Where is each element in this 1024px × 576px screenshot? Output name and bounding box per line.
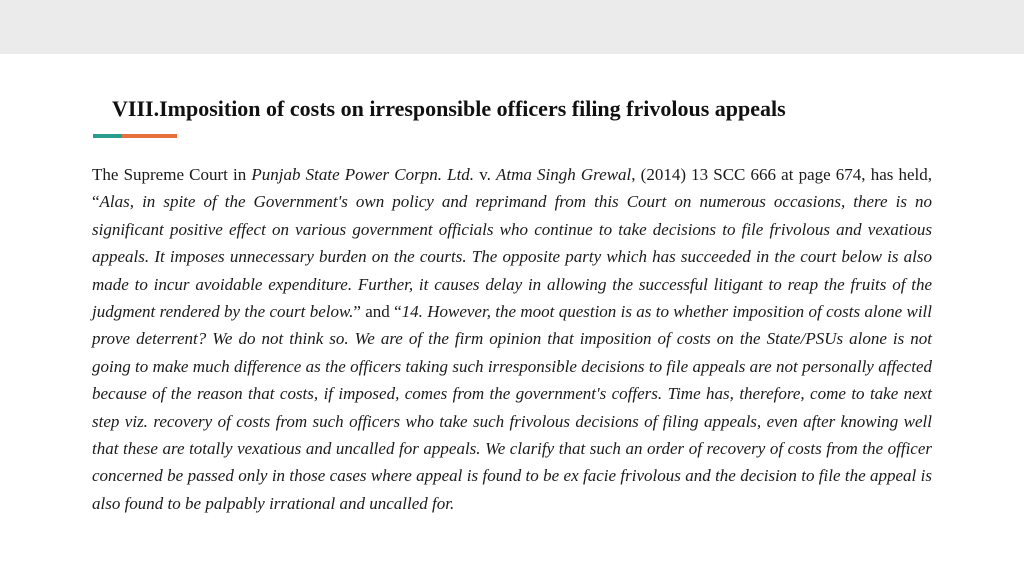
case-party-2: Atma Singh Grewal xyxy=(496,165,632,184)
case-party-1: Punjab State Power Corpn. Ltd. xyxy=(251,165,475,184)
underline-teal-segment xyxy=(93,134,122,138)
versus-text: v. xyxy=(474,165,496,184)
underline-orange-segment xyxy=(122,134,177,138)
slide-title: VIII.Imposition of costs on irresponsible officers filing frivolous appeals xyxy=(112,96,786,121)
connector-text: ” and “ xyxy=(353,302,402,322)
quote-1: Alas, in spite of the Government's own policy and reprimand from this Court on numerous occasions, there is no significant positive effect on various government officials who continue to take decisions to file frivolous and vexatious appeals. It imposes unnecessary burden on the courts. The opposite party which has succeeded in the court below is also made to incur avoidable expenditure. Further, it causes delay in allowing the successful litigant to reap the fruits of the judgment rendered by the court below. xyxy=(92,192,932,322)
top-bar xyxy=(0,0,1024,54)
quote-2: 14. However, the moot question is as to whether imposition of costs alone will prove deterrent? We do not think so. We are of the firm opinion that imposition of costs on the State/PSUs alone is not going to make much difference as the officers taking such irresponsible decisions to file appeals are not personally affected because of the reason that costs, if imposed, comes from the government's coffers. Time has, therefore, come to take next step viz. recovery of costs from such officers who take such frivolous decisions of filing appeals, even after knowing well that these are totally vexatious and uncalled for appeals. We clarify that such an order of recovery of costs from the officer concerned be passed only in those cases where appeal is found to be ex facie frivolous and the decision to file the appeal is also found to be palpably irrational and uncalled for. xyxy=(92,302,933,513)
body-paragraph xyxy=(92,161,932,517)
title-underline xyxy=(93,134,177,138)
citation-text: , (2014) 13 SCC 666 at page 674, has held, “ xyxy=(92,165,933,212)
intro-text: The Supreme Court in xyxy=(92,165,252,184)
